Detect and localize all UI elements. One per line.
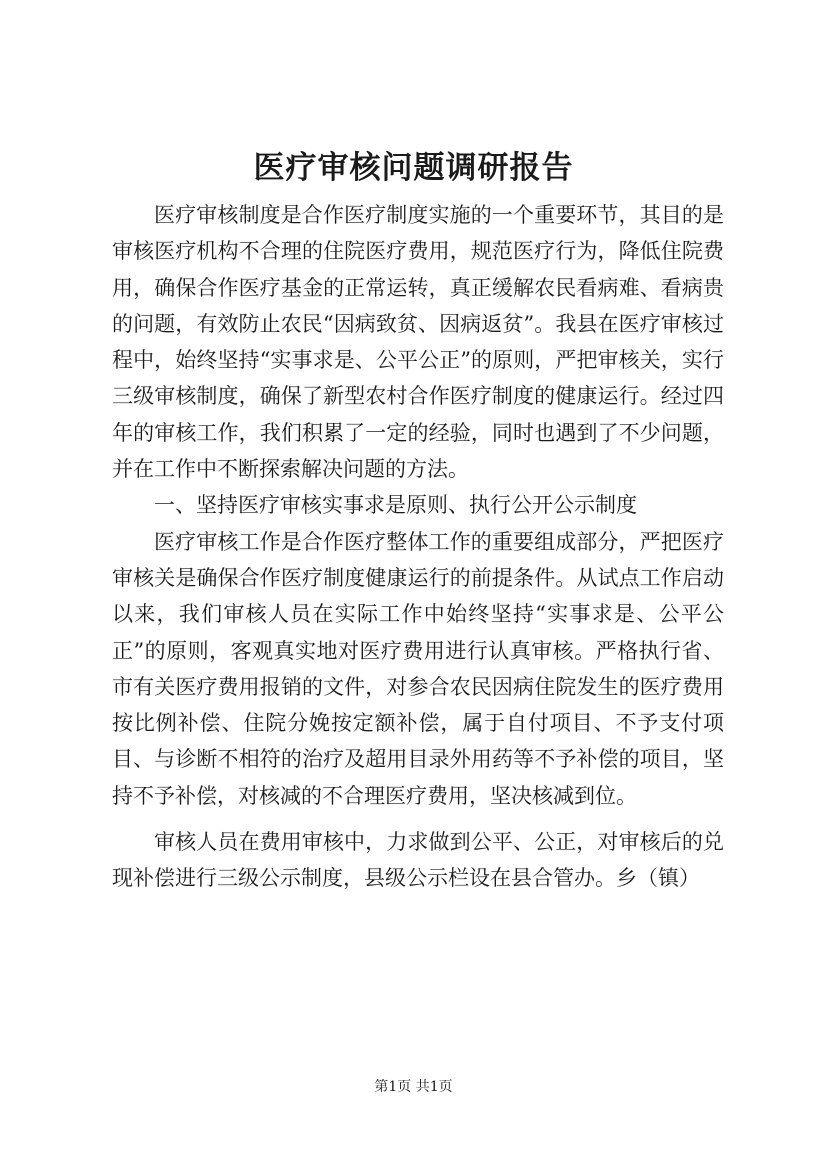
paragraph-intro: 医疗审核制度是合作医疗制度实施的一个重要环节，其目的是审核医疗机构不合理的住院医疗费用，规范医疗行为，降低住院费用，确保合作医疗基金的正常运转，真正缓解农民看病难、看病贵的问题，有效防止农民“因病致贫、因病返贫”。我县在医疗审核过程中，始终坚持“实事求是、公平公正”的原则，严把审核关，实行三级审核制度，确保了新型农村合作医疗制度的健康运行。经过四年的审核工作，我们积累了一定的经验，同时也遇到了不少问题，并在工作中不断探索解决问题的方法。 <box>112 203 724 482</box>
paragraph-section-one: 医疗审核工作是合作医疗整体工作的重要组成部分，严把医疗审核关是确保合作医疗制度健康运行的前提条件。从试点工作启动以来，我们审核人员在实际工作中始终坚持“实事求是、公平公正”的原则，客观真实地对医疗费用进行认真审核。严格执行省、市有关医疗费用报销的文件，对参合农民因病住院发生的医疗费用按比例补偿、住院分娩按定额补偿，属于自付项目、不予支付项目、与诊断不相符的治疗及超用目录外用药等不予补偿的项目，坚持不予补偿，对核减的不合理医疗费用，坚决核减到位。 <box>112 529 724 808</box>
section-heading: 一、坚持医疗审核实事求是原则、执行公开公示制度 <box>154 493 637 518</box>
page-title: 医疗审核问题调研报告 <box>253 150 574 186</box>
paragraph-review: 审核人员在费用审核中，力求做到公平、公正，对审核后的兑现补偿进行三级公示制度，县级公示栏设在县合管办。乡（镇） <box>112 830 724 891</box>
page-footer: 第1页 共1页 <box>374 1079 453 1095</box>
document-body <box>112 197 724 897</box>
